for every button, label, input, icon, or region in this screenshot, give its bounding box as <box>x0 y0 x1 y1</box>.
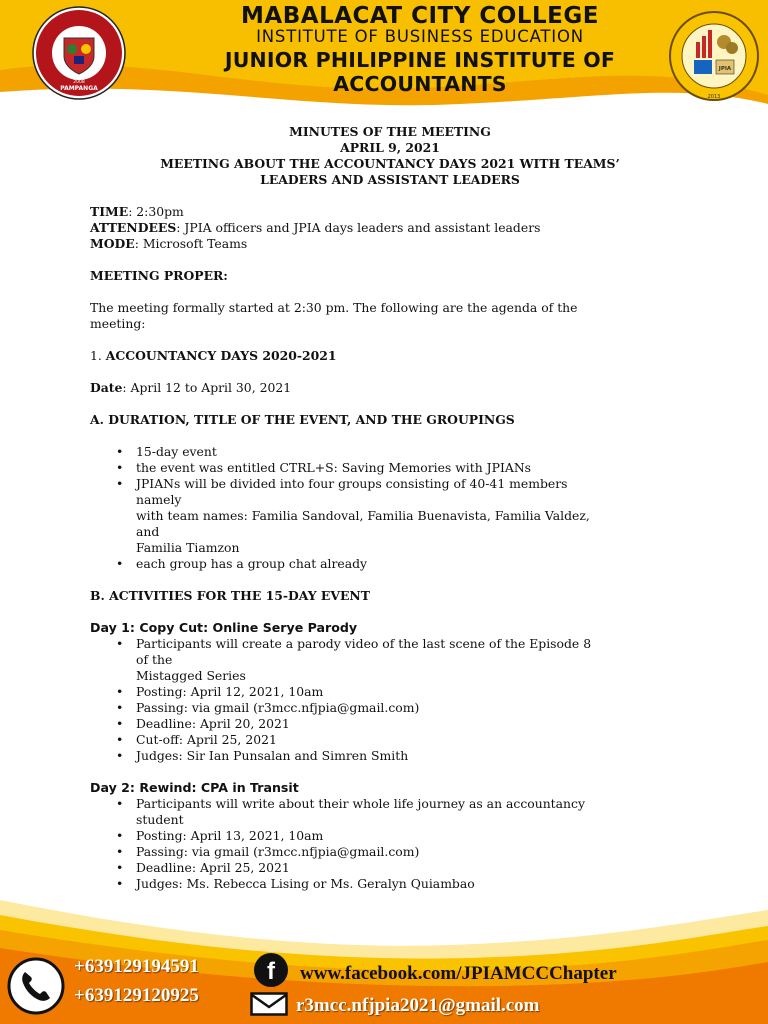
list-item-line: • Deadline: April 20, 2021 <box>136 716 290 731</box>
list-item-line: with team names: Familia Sandoval, Familia Buenavista, Familia Valdez, <box>136 508 590 523</box>
time-value: : 2:30pm <box>128 204 184 219</box>
section-b-heading: B. ACTIVITIES FOR THE 15-DAY EVENT <box>90 588 370 603</box>
doc-title-1: MINUTES OF THE MEETING <box>289 124 491 139</box>
attendees-line <box>90 220 690 236</box>
time-line <box>90 204 690 220</box>
list-item <box>136 444 690 460</box>
list-item <box>136 860 690 876</box>
phone-icon <box>6 956 66 1016</box>
list-item <box>136 844 690 860</box>
doc-title-4: LEADERS AND ASSISTANT LEADERS <box>260 172 520 187</box>
doc-title-date: APRIL 9, 2021 <box>340 140 440 155</box>
mode-label: MODE <box>90 236 135 251</box>
facebook-link[interactable]: www.facebook.com/JPIAMCCChapter <box>300 963 617 984</box>
doc-title-3: MEETING ABOUT THE ACCOUNTANCY DAYS 2021 WITH TEAMS’ <box>160 156 620 171</box>
date-label: Date <box>90 380 123 395</box>
list-item <box>136 796 690 828</box>
day1-title: Day 1: Copy Cut: Online Serye Parody <box>90 620 358 635</box>
list-item-line: • Passing: via gmail (r3mcc.nfjpia@gmail.com) <box>136 844 420 859</box>
phone-number-1[interactable]: +639129194591 <box>74 956 199 977</box>
mode-value: : Microsoft Teams <box>134 236 248 251</box>
institute-name: INSTITUTE OF BUSINESS EDUCATION <box>256 27 584 46</box>
list-item-line: • Judges: Ms. Rebecca Lising or Ms. Geralyn Quiambao <box>136 876 475 891</box>
list-item-line: student <box>136 812 184 827</box>
list-item <box>136 828 690 844</box>
email-link[interactable]: r3mcc.nfjpia2021@gmail.com <box>296 995 540 1016</box>
list-item <box>136 716 690 732</box>
list-item-line: • 15-day event <box>136 444 217 459</box>
list-item <box>136 636 690 684</box>
mode-line <box>90 236 690 252</box>
college-name: MABALACAT CITY COLLEGE <box>241 3 599 29</box>
minutes-body <box>90 124 690 892</box>
svg-text:JPIA: JPIA <box>718 66 732 72</box>
time-label: TIME <box>90 204 129 219</box>
list-item-line: • Passing: via gmail (r3mcc.nfjpia@gmail.com) <box>136 700 420 715</box>
day1-list <box>90 636 690 764</box>
list-item-line: • Deadline: April 25, 2021 <box>136 860 290 875</box>
section-a-heading: A. DURATION, TITLE OF THE EVENT, AND THE GROUPINGS <box>90 412 515 427</box>
list-item-line: of the <box>136 652 173 667</box>
meeting-proper-heading: MEETING PROPER: <box>90 268 228 283</box>
list-item-line: • Cut-off: April 25, 2021 <box>136 732 277 747</box>
svg-text:2008: 2008 <box>73 80 85 85</box>
date-value: : April 12 to April 30, 2021 <box>122 380 292 395</box>
attendees-label: ATTENDEES <box>90 220 177 235</box>
list-item-line: • Posting: April 13, 2021, 10am <box>136 828 324 843</box>
list-item <box>136 460 690 476</box>
agenda-number: 1. <box>90 348 106 363</box>
date-line <box>90 380 690 396</box>
agenda-title: ACCOUNTANCY DAYS 2020-2021 <box>105 348 337 363</box>
list-item-line: • Participants will create a parody video of the last scene of the Episode 8 <box>136 636 592 651</box>
list-item <box>136 748 690 764</box>
intro-line-2: meeting: <box>90 316 146 331</box>
section-a-list <box>90 444 690 572</box>
day2-list <box>90 796 690 892</box>
list-item-line: • Judges: Sir Ian Punsalan and Simren Smith <box>136 748 409 763</box>
list-item-line: • JPIANs will be divided into four groups consisting of 40-41 members <box>136 476 568 491</box>
list-item-line: Familia Tiamzon <box>136 540 240 555</box>
svg-text:f: f <box>267 958 275 985</box>
phone-number-2[interactable]: +639129120925 <box>74 985 199 1006</box>
list-item-line: • Participants will write about their whole life journey as an accountancy <box>136 796 585 811</box>
college-seal-logo <box>8 4 150 102</box>
svg-text:PAMPANGA: PAMPANGA <box>60 85 98 92</box>
agenda-item-1 <box>90 348 690 364</box>
svg-text:2013: 2013 <box>707 94 721 100</box>
list-item <box>136 732 690 748</box>
list-item-line: • the event was entitled CTRL+S: Saving Memories with JPIANs <box>136 460 532 475</box>
list-item <box>136 556 690 572</box>
facebook-icon <box>253 952 289 988</box>
intro-line-1: The meeting formally started at 2:30 pm. The following are the agenda of the <box>90 300 578 315</box>
list-item <box>136 684 690 700</box>
day2-title: Day 2: Rewind: CPA in Transit <box>90 780 299 795</box>
envelope-icon <box>250 992 288 1016</box>
organization-name: JUNIOR PHILIPPINE INSTITUTE OF ACCOUNTANTS <box>224 48 616 96</box>
list-item <box>136 700 690 716</box>
list-item-line: namely <box>136 492 182 507</box>
letterhead-header <box>0 0 768 110</box>
list-item-line: • each group has a group chat already <box>136 556 368 571</box>
list-item-line: and <box>136 524 160 539</box>
attendees-value: : JPIA officers and JPIA days leaders and assistant leaders <box>176 220 541 235</box>
list-item-line: Mistagged Series <box>136 668 246 683</box>
list-item <box>136 476 690 556</box>
list-item-line: • Posting: April 12, 2021, 10am <box>136 684 324 699</box>
